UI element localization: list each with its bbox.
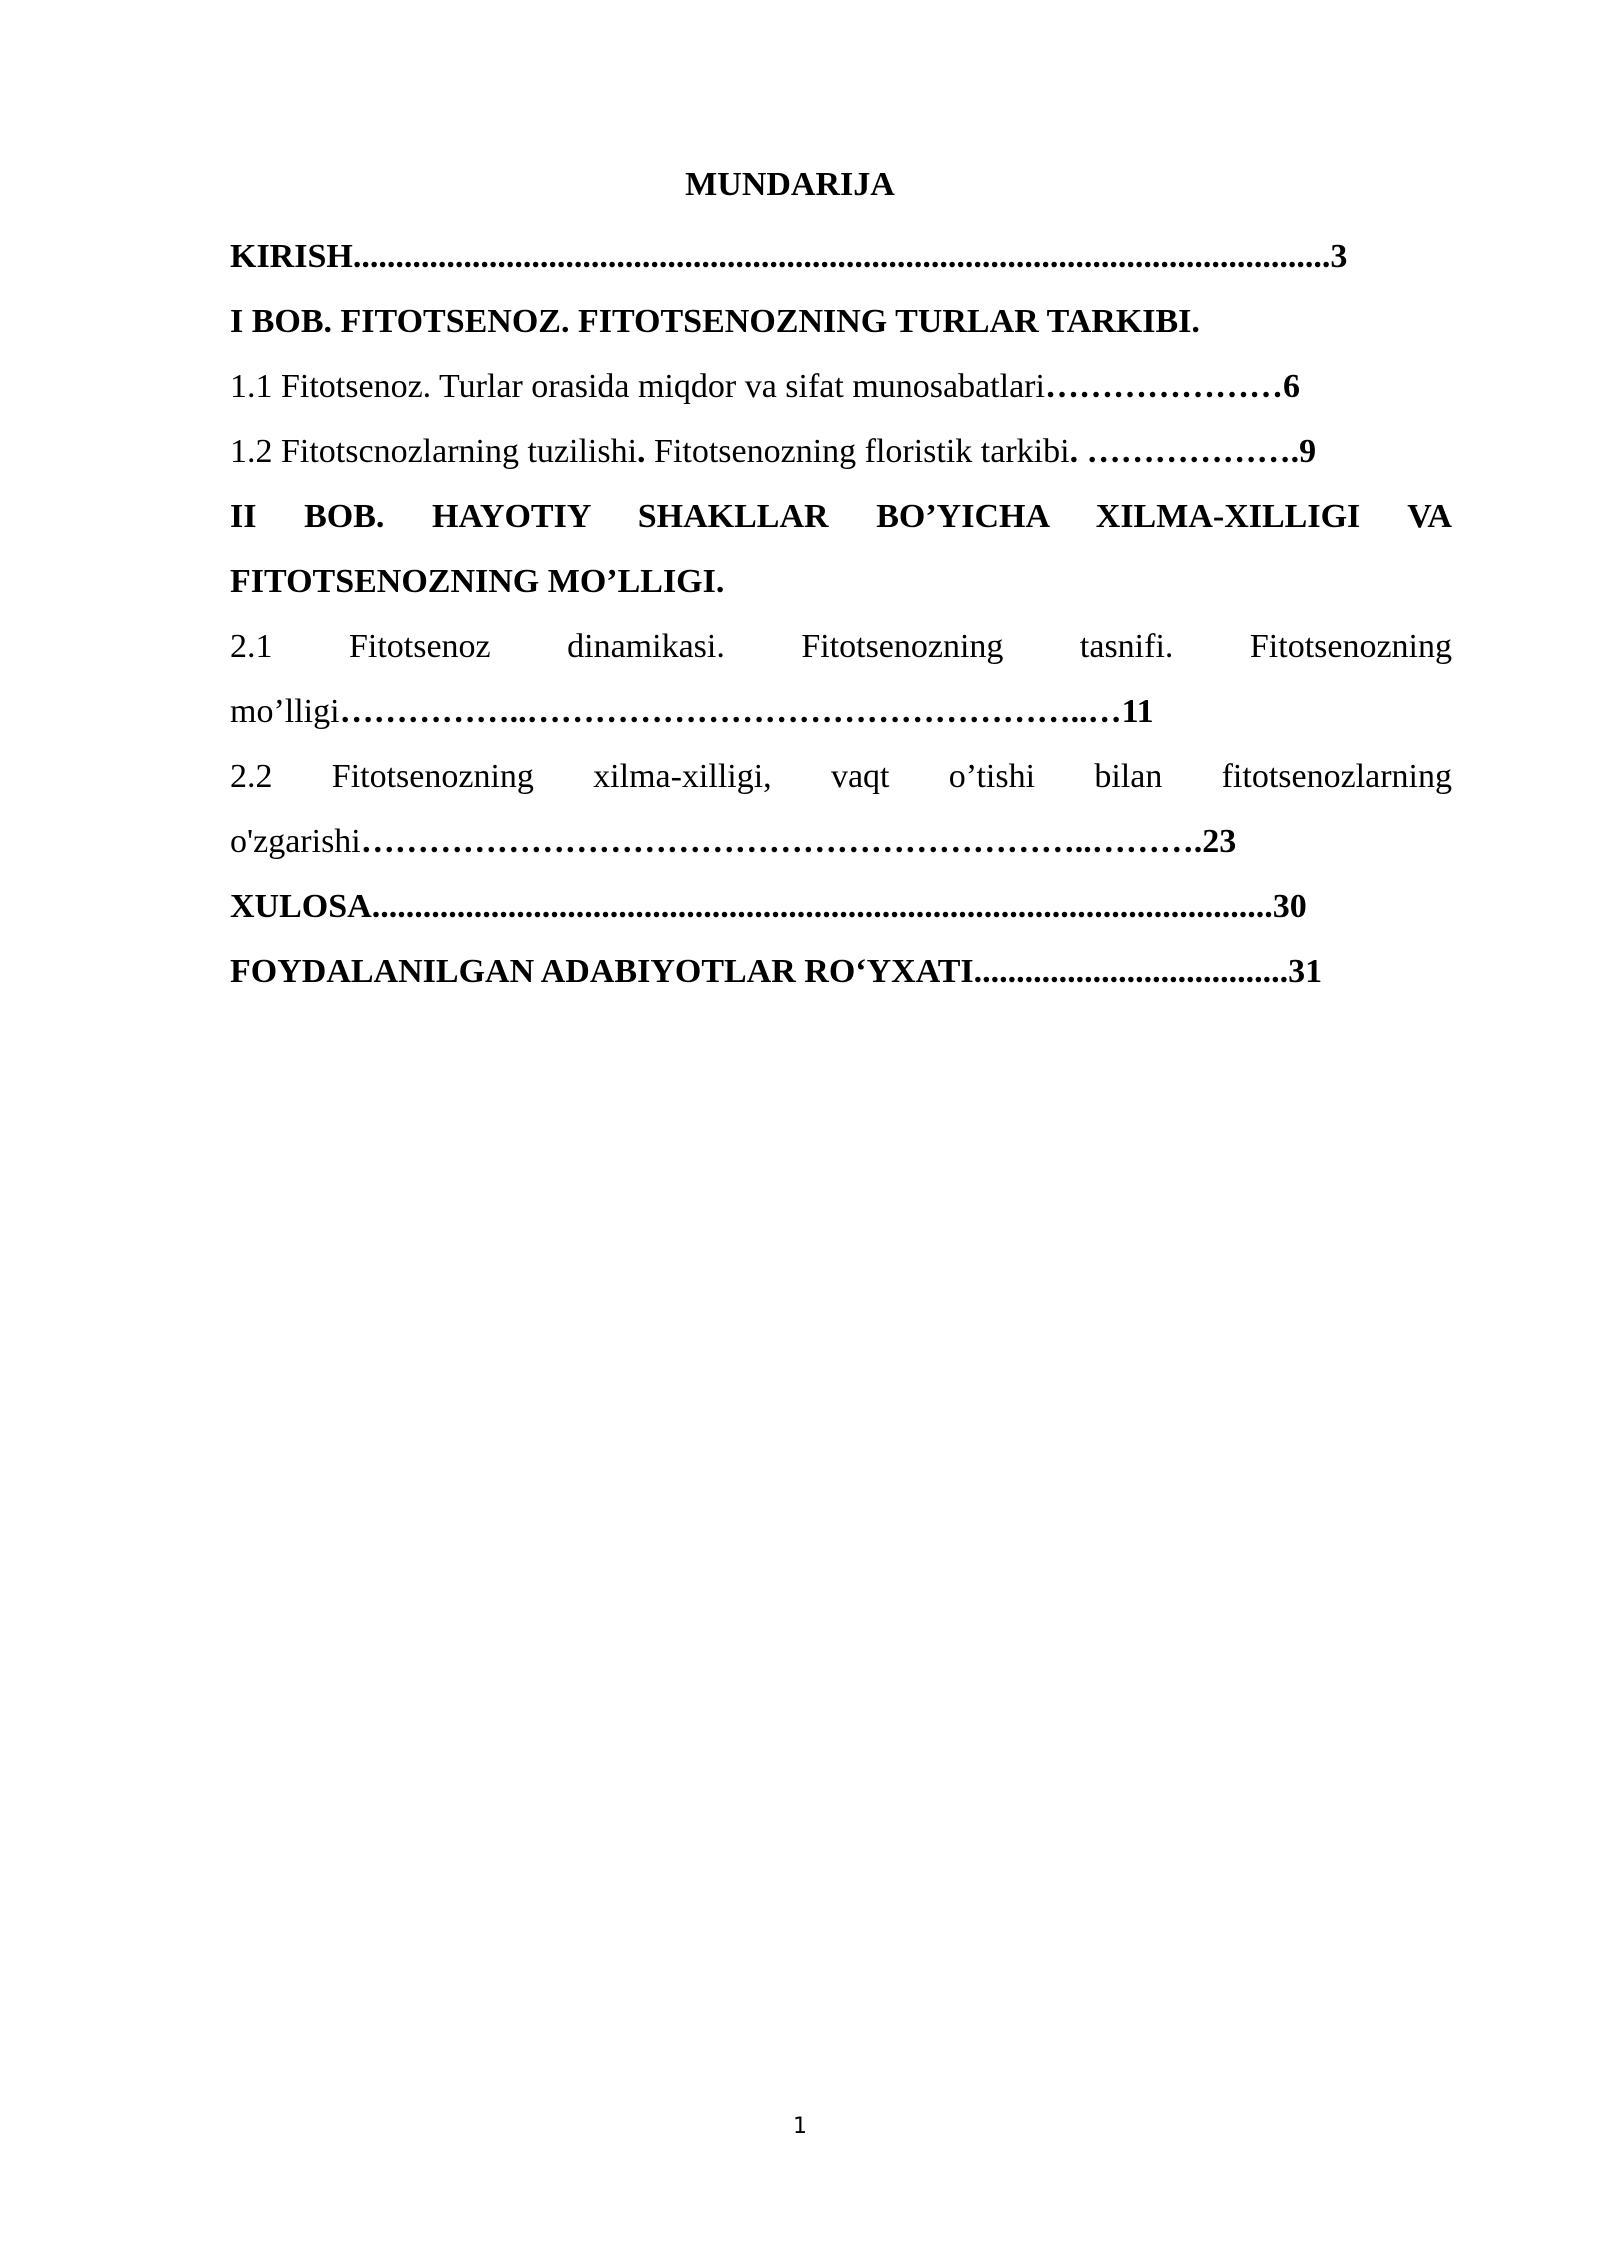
- toc-entry-text: 1.2 Fitotscnozlarning tuzilishi: [230, 433, 638, 470]
- toc-entry-2-1-line-1: [230, 627, 1452, 667]
- toc-chapter-2-heading-line-1: [230, 497, 1452, 537]
- toc-entry-text: 2.1 Fitotsenoz dinamikasi. Fitotsenozning tasnifi. Fitotsenozning: [230, 628, 1452, 665]
- toc-entry-text: 2.2 Fitotsenozning xilma-xilligi, vaqt o’tishi bilan fitotsenozlarning: [230, 758, 1452, 795]
- toc-entry-dots-page: ………………………………………………………..……….23: [360, 823, 1237, 860]
- toc-entry-xulosa: [230, 887, 1452, 927]
- toc-entry-text: I BOB. FITOTSENOZ. FITOTSENOZNING TURLAR TARKIBI.: [230, 303, 1200, 340]
- toc-entry-dots-page: ……………..…………………………………………..…11: [339, 693, 1154, 730]
- page-title: MUNDARIJA: [685, 166, 895, 203]
- toc-entry-2-2-line-2: [230, 822, 1452, 862]
- page-number: 1: [793, 2114, 807, 2139]
- toc-entry-separator: .: [637, 433, 655, 470]
- toc-entry-kirish: [230, 237, 1452, 277]
- toc-entry-text: FITOTSENOZNING MO’LLIGI.: [230, 563, 725, 600]
- toc-entry-dots-page: . ……………….9: [1069, 433, 1317, 470]
- toc-entry-bibliography: [230, 952, 1452, 992]
- toc-entry-text: 1.1 Fitotsenoz. Turlar orasida miqdor va sifat munosabatlari: [230, 368, 1045, 405]
- toc-entry-2-2-line-1: [230, 757, 1452, 797]
- toc-entry-2-1-line-2: [230, 692, 1452, 732]
- toc-entry-1-1: [230, 367, 1452, 407]
- toc-chapter-2-heading-line-2: [230, 562, 1452, 602]
- toc-entry-text: o'zgarishi: [230, 823, 361, 860]
- toc-entry-text: XULOSA..........................................................................................................30: [230, 888, 1307, 925]
- toc-chapter-1-heading: [230, 302, 1452, 342]
- toc-entry-text: KIRISH...................................................................................................................3: [230, 238, 1348, 275]
- toc-entry-text: mo’lligi: [230, 693, 340, 730]
- toc-entry-1-2: [230, 432, 1452, 472]
- toc-entry-text-2: Fitotsenozning floristik tarkibi: [654, 433, 1070, 470]
- toc-entry-dots-page: …………………6: [1044, 368, 1300, 405]
- toc-entry-text: FOYDALANILGAN ADABIYOTLAR RO‘YXATI.....................................31: [230, 953, 1323, 990]
- toc-entry-text: II BOB. HAYOTIY SHAKLLAR BO’YICHA XILMA-XILLIGI VA: [230, 498, 1452, 535]
